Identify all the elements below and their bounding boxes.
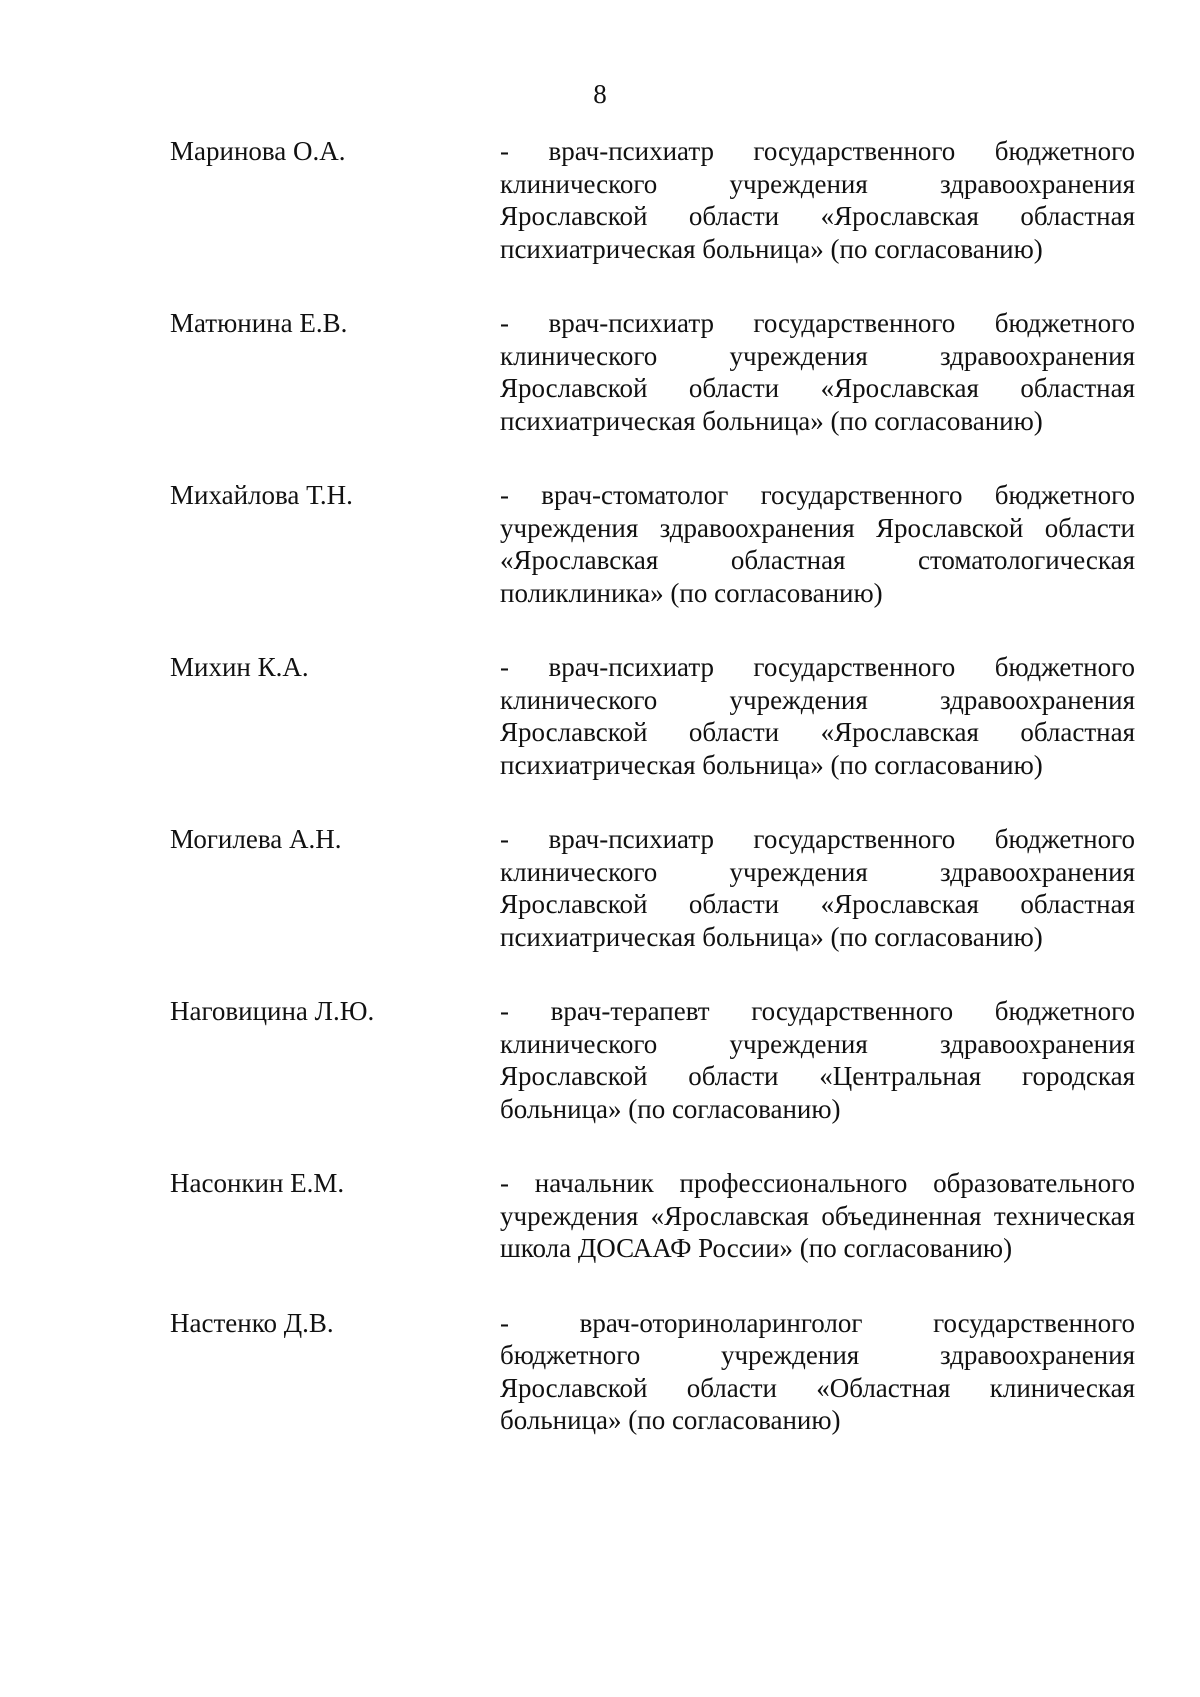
list-item bbox=[170, 1307, 1135, 1437]
member-position: - врач-психиатр государственного бюджетного клинического учреждения здравоохранения Ярославской области «Ярославская областная психиатрическая больница» (по согласованию) bbox=[500, 824, 1135, 952]
list-item bbox=[170, 995, 1135, 1125]
list-item bbox=[170, 135, 1135, 265]
member-name: Насонкин Е.М. bbox=[170, 1168, 345, 1198]
member-position: - начальник профессионального образовательного учреждения «Ярославская объединенная техническая школа ДОСААФ России» (по согласованию) bbox=[500, 1168, 1135, 1263]
member-name: Михин К.А. bbox=[170, 652, 309, 682]
list-item bbox=[170, 823, 1135, 953]
list-item bbox=[170, 651, 1135, 781]
member-name: Наговицина Л.Ю. bbox=[170, 996, 375, 1026]
member-name: Могилева А.Н. bbox=[170, 824, 342, 854]
member-position: - врач-психиатр государственного бюджетного клинического учреждения здравоохранения Ярославской области «Ярославская областная психиатрическая больница» (по согласованию) bbox=[500, 652, 1135, 780]
member-name: Настенко Д.В. bbox=[170, 1307, 334, 1338]
page-number: 8 bbox=[593, 79, 607, 109]
member-list bbox=[170, 135, 1135, 1479]
member-name: Матюнина Е.В. bbox=[170, 308, 348, 338]
member-position: - врач-стоматолог государственного бюджетного учреждения здравоохранения Ярославской области «Ярославская областная стоматологическая поликлиника» (по согласованию) bbox=[500, 480, 1135, 608]
list-item bbox=[170, 479, 1135, 609]
member-name: Маринова О.А. bbox=[170, 136, 346, 166]
list-item bbox=[170, 1167, 1135, 1265]
member-position: - врач-психиатр государственного бюджетного клинического учреждения здравоохранения Ярославской области «Ярославская областная психиатрическая больница» (по согласованию) bbox=[500, 136, 1135, 264]
member-name: Михайлова Т.Н. bbox=[170, 480, 353, 510]
member-position: - врач-терапевт государственного бюджетного клинического учреждения здравоохранения Ярославской области «Центральная городская больница» (по согласованию) bbox=[500, 996, 1135, 1124]
member-position: - врач-психиатр государственного бюджетного клинического учреждения здравоохранения Ярославской области «Ярославская областная психиатрическая больница» (по согласованию) bbox=[500, 308, 1135, 436]
member-position: - врач-оториноларинголог государственного бюджетного учреждения здравоохранения Ярославской области «Областная клиническая больница» (по согласованию) bbox=[500, 1307, 1135, 1435]
list-item bbox=[170, 307, 1135, 437]
